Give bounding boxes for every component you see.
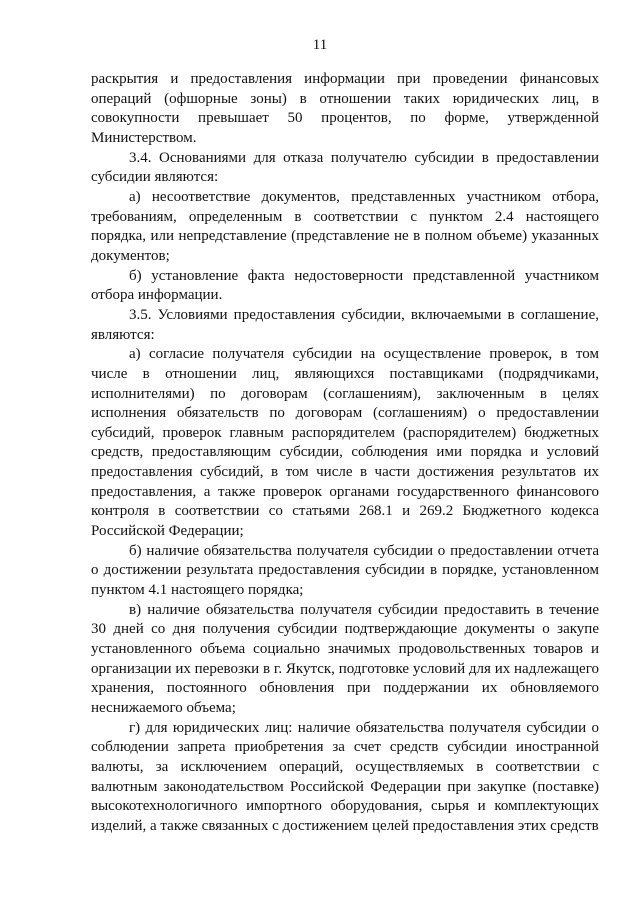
paragraph-3-5-v: в) наличие обязательства получателя субсидии предоставить в течение 30 дней со дня получения субсидии подтверждающие документы о закупе установленного объема социально значимых продовольственных товаров и организации их перевозки в г. Якутск, подготовке условий для их надлежащего хранения, постоянного обновления при поддержании их обновляемого неснижаемого объема; <box>91 601 599 716</box>
page-number: 11 <box>312 37 328 53</box>
paragraph-3-5-g: г) для юридических лиц: наличие обязательства получателя субсидии о соблюдении запрета приобретения за счет средств субсидии иностранной валюты, за исключением операций, осуществляемых в соответствии с валютным законодательством Российской Федерации при закупке (поставке) высокотехнологичного импортного оборудования, сырья и комплектующих изделий, а также связанных с достижением целей предоставления этих средств <box>91 719 599 834</box>
document-body <box>91 70 599 837</box>
paragraph-3-4-b: б) установление факта недостоверности представленной участником отбора информации. <box>91 267 599 304</box>
paragraph-continuation: раскрытия и предоставления информации при проведении финансовых операций (офшорные зоны) в отношении таких юридических лиц, в совокупности превышает 50 процентов, по форме, утвержденной Министерством. <box>91 71 599 146</box>
paragraph-3-5-a: а) согласие получателя субсидии на осуществление проверок, в том числе в отношении лиц, являющихся поставщиками (подрядчиками, исполнителями) по договорам (соглашениям), заключенным в целях исполнения обязательств по договорам (соглашениям) о предоставлении субсидий, проверок главным распорядителем (распорядителем) бюджетных средств, предоставляющим субсидии, соблюдения ими порядка и условий предоставления субсидий, в том числе в части достижения результатов их предоставления, а также проверок органами государственного финансового контроля в соответствии со статьями 268.1 и 269.2 Бюджетного кодекса Российской Федерации; <box>91 346 599 540</box>
paragraph-3-4: 3.4. Основаниями для отказа получателю субсидии в предоставлении субсидии являются: <box>91 149 599 186</box>
paragraph-3-5: 3.5. Условиями предоставления субсидии, включаемыми в соглашение, являются: <box>91 306 599 343</box>
paragraph-3-5-b: б) наличие обязательства получателя субсидии о предоставлении отчета о достижении результата предоставления субсидии в порядке, установленном пунктом 4.1 настоящего порядка; <box>91 542 599 599</box>
paragraph-3-4-a: а) несоответствие документов, представленных участником отбора, требованиям, определенным в соответствии с пунктом 2.4 настоящего порядка, или непредставление (представление не в полном объеме) указанных документов; <box>91 188 599 264</box>
